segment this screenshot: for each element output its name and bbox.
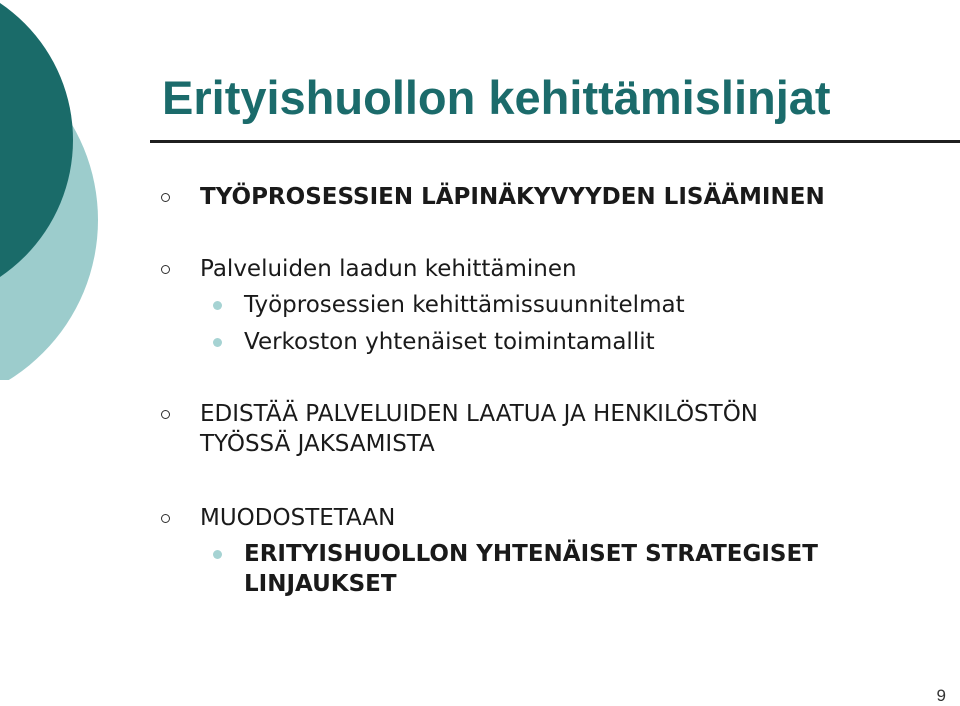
sub-bullet-dot-icon (213, 550, 222, 559)
bullet-item-3-line-2: TYÖSSÄ JAKSAMISTA (200, 431, 435, 457)
sub-bullet-item-line-1: ERITYISHUOLLON YHTENÄISET STRATEGISET (244, 541, 818, 567)
bullet-item-3-line-1: EDISTÄÄ PALVELUIDEN LAATUA JA HENKILÖSTÖN (200, 401, 759, 427)
sub-bullet-item: Työprosessien kehittämissuunnitelmat (244, 292, 685, 318)
hollow-circle-bullet-icon (161, 410, 170, 419)
bullet-item-2: Palveluiden laadun kehittäminen (200, 256, 577, 282)
sub-bullet-dot-icon (213, 338, 222, 347)
title-divider (150, 140, 960, 143)
sub-bullet-item-line-2: LINJAUKSET (244, 571, 397, 597)
sub-bullet-item: Verkoston yhtenäiset toimintamallit (244, 329, 655, 355)
page-number: 9 (936, 686, 946, 705)
sub-bullet-dot-icon (213, 301, 222, 310)
bullet-item-1: TYÖPROSESSIEN LÄPINÄKYVYYDEN LISÄÄMINEN (200, 184, 825, 210)
hollow-circle-bullet-icon (161, 265, 170, 274)
bullet-item-4: MUODOSTETAAN (200, 505, 396, 531)
slide-title: Erityishuollon kehittämislinjat (162, 71, 831, 124)
hollow-circle-bullet-icon (161, 193, 170, 202)
hollow-circle-bullet-icon (161, 514, 170, 523)
decorative-circles (0, 0, 120, 380)
